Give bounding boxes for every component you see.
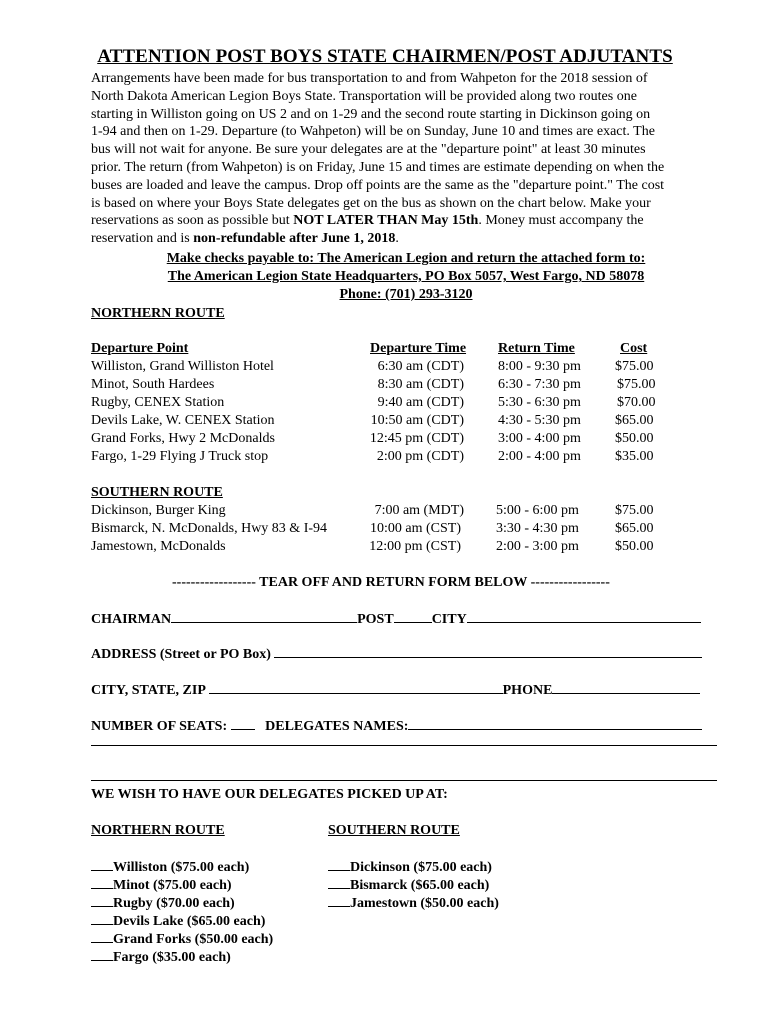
cost: $35.00	[615, 449, 654, 464]
deadline-text: NOT LATER THAN May 15th	[293, 213, 479, 229]
pickup-option-minot[interactable]	[91, 875, 232, 895]
pickup-heading: WE WISH TO HAVE OUR DELEGATES PICKED UP AT:	[91, 787, 448, 802]
cost: $65.00	[615, 413, 654, 428]
return-time: 8:00 - 9:30 pm	[498, 359, 581, 374]
pickup-option-label: Fargo ($35.00 each)	[113, 950, 231, 965]
city-label: CITY	[431, 612, 467, 627]
seats-blank[interactable]	[328, 875, 350, 889]
departure-time: 9:40 am (CDT)	[377, 395, 464, 410]
seats-label: NUMBER OF SEATS:	[91, 719, 228, 734]
tear-off-line: ------------------ TEAR OFF AND RETURN FORM BELOW -----------------	[172, 575, 610, 590]
departure-point: Rugby, CENEX Station	[91, 395, 225, 410]
address-field[interactable]	[274, 644, 702, 658]
payable-line: Make checks payable to: The American Legion and return the attached form to:	[166, 251, 646, 266]
phone-field[interactable]	[552, 680, 700, 694]
intro-line: North Dakota American Legion Boys State. Transportation will be provided along two routes one	[91, 88, 637, 104]
delegates-label: DELEGATES NAMES:	[265, 719, 409, 734]
chairman-label: CHAIRMAN	[91, 612, 172, 627]
intro-text: reservations as soon as possible but	[91, 213, 294, 229]
seats-blank[interactable]	[91, 893, 113, 907]
departure-point: Williston, Grand Williston Hotel	[91, 359, 274, 374]
pickup-option-label: Williston ($75.00 each)	[113, 860, 250, 875]
seats-blank[interactable]	[91, 875, 113, 889]
return-time: 2:00 - 4:00 pm	[498, 449, 581, 464]
delegates-line[interactable]	[91, 780, 717, 781]
return-time: 6:30 - 7:30 pm	[498, 377, 581, 392]
phone-label: PHONE	[502, 683, 553, 698]
pickup-option-fargo[interactable]	[91, 947, 231, 967]
intro-line: is based on where your Boys State delegates get on the bus as shown on the chart below. Make your	[91, 195, 651, 211]
page-title: ATTENTION POST BOYS STATE CHAIRMEN/POST ADJUTANTS	[97, 46, 673, 67]
pickup-option-williston[interactable]	[91, 857, 249, 877]
city-field[interactable]	[467, 609, 701, 623]
headquarters-address: The American Legion State Headquarters, PO Box 5057, West Fargo, ND 58078	[167, 269, 645, 284]
cost: $50.00	[615, 539, 654, 554]
departure-point: Jamestown, McDonalds	[91, 539, 226, 554]
departure-time: 7:00 am (MDT)	[374, 503, 464, 518]
departure-point: Dickinson, Burger King	[91, 503, 226, 518]
pickup-option-label: Devils Lake ($65.00 each)	[113, 914, 266, 929]
post-label: POST	[357, 612, 394, 627]
pickup-option-label: Bismarck ($65.00 each)	[350, 878, 490, 893]
intro-line: bus will not wait for anyone. Be sure your delegates are at the "departure point" at least 30 minutes	[91, 142, 646, 158]
pickup-southern-heading: SOUTHERN ROUTE	[328, 823, 460, 838]
delegates-line[interactable]	[91, 745, 717, 746]
column-departure-time: Departure Time	[370, 341, 467, 356]
pickup-option-dickinson[interactable]	[328, 857, 492, 877]
southern-route-heading: SOUTHERN ROUTE	[91, 485, 223, 500]
intro-line: prior. The return (from Wahpeton) is on Friday, June 15 and times are estimate depending on when the	[91, 159, 665, 175]
cost: $75.00	[617, 377, 656, 392]
intro-line: buses are loaded and leave the campus. Drop off points are the same as the "departure point." The cost	[91, 177, 665, 193]
seats-blank[interactable]	[91, 929, 113, 943]
intro-text: reservation and is	[91, 231, 194, 247]
cost: $50.00	[615, 431, 654, 446]
intro-line	[91, 212, 721, 230]
cost: $70.00	[617, 395, 656, 410]
departure-time: 12:00 pm (CST)	[369, 539, 461, 554]
city-state-zip-label: CITY, STATE, ZIP	[91, 683, 206, 698]
departure-time: 12:45 pm (CDT)	[369, 431, 464, 446]
seats-blank[interactable]	[328, 857, 350, 871]
intro-line: Arrangements have been made for bus transportation to and from Wahpeton for the 2018 session of	[91, 71, 648, 86]
post-field[interactable]	[394, 609, 432, 623]
departure-point: Minot, South Hardees	[91, 377, 215, 392]
chairman-row	[91, 609, 701, 629]
departure-point: Fargo, 1-29 Flying J Truck stop	[91, 449, 269, 464]
city-state-zip-field[interactable]	[209, 680, 503, 694]
cost: $75.00	[615, 503, 654, 518]
return-time: 4:30 - 5:30 pm	[498, 413, 581, 428]
return-time: 3:30 - 4:30 pm	[496, 521, 579, 536]
cost: $65.00	[615, 521, 654, 536]
return-time: 5:30 - 6:30 pm	[498, 395, 581, 410]
city-state-zip-row	[91, 680, 700, 700]
departure-point: Devils Lake, W. CENEX Station	[91, 413, 275, 428]
departure-time: 10:00 am (CST)	[370, 521, 461, 536]
pickup-option-rugby[interactable]	[91, 893, 235, 913]
pickup-option-bismarck[interactable]	[328, 875, 489, 895]
intro-line: starting in Williston going on US 2 and on 1-29 and the second route starting in Dickinson going on	[91, 106, 651, 122]
chairman-field[interactable]	[171, 609, 357, 623]
departure-time: 10:50 am (CDT)	[370, 413, 464, 428]
pickup-option-devils-lake[interactable]	[91, 911, 265, 931]
return-time: 5:00 - 6:00 pm	[496, 503, 579, 518]
delegates-field[interactable]	[408, 716, 702, 730]
northern-route-heading: NORTHERN ROUTE	[91, 306, 225, 321]
column-departure-point: Departure Point	[91, 341, 189, 356]
departure-time: 6:30 am (CDT)	[377, 359, 464, 374]
address-row	[91, 644, 702, 664]
return-time: 3:00 - 4:00 pm	[498, 431, 581, 446]
intro-line	[91, 230, 721, 248]
pickup-option-label: Rugby ($70.00 each)	[113, 896, 235, 911]
departure-time: 2:00 pm (CDT)	[376, 449, 464, 464]
pickup-option-label: Minot ($75.00 each)	[113, 878, 232, 893]
pickup-option-grand-forks[interactable]	[91, 929, 273, 949]
column-cost: Cost	[620, 341, 648, 356]
cost: $75.00	[615, 359, 654, 374]
pickup-option-label: Dickinson ($75.00 each)	[350, 860, 492, 875]
intro-line: 1-94 and then on 1-29. Departure (to Wahpeton) will be on Sunday, June 10 and times are exact. The	[91, 124, 655, 140]
headquarters-phone: Phone: (701) 293-3120	[339, 287, 473, 302]
departure-time: 8:30 am (CDT)	[377, 377, 464, 392]
pickup-option-jamestown[interactable]	[328, 893, 499, 913]
address-label: ADDRESS (Street or PO Box)	[91, 647, 271, 662]
pickup-option-label: Jamestown ($50.00 each)	[350, 896, 499, 911]
intro-paragraph	[91, 70, 721, 248]
pickup-option-label: Grand Forks ($50.00 each)	[113, 932, 274, 947]
intro-text: . Money must accompany the	[478, 213, 644, 229]
seats-blank[interactable]	[91, 911, 113, 925]
departure-point: Bismarck, N. McDonalds, Hwy 83 & I-94	[91, 521, 328, 536]
intro-text: .	[395, 231, 399, 247]
seats-row	[91, 716, 702, 736]
seats-field[interactable]	[231, 716, 255, 730]
seats-blank[interactable]	[91, 857, 113, 871]
departure-point: Grand Forks, Hwy 2 McDonalds	[91, 431, 275, 446]
seats-blank[interactable]	[328, 893, 350, 907]
column-return-time: Return Time	[498, 341, 575, 356]
return-time: 2:00 - 3:00 pm	[496, 539, 579, 554]
refund-text: non-refundable after June 1, 2018	[193, 231, 396, 247]
seats-blank[interactable]	[91, 947, 113, 961]
pickup-northern-heading: NORTHERN ROUTE	[91, 823, 225, 838]
